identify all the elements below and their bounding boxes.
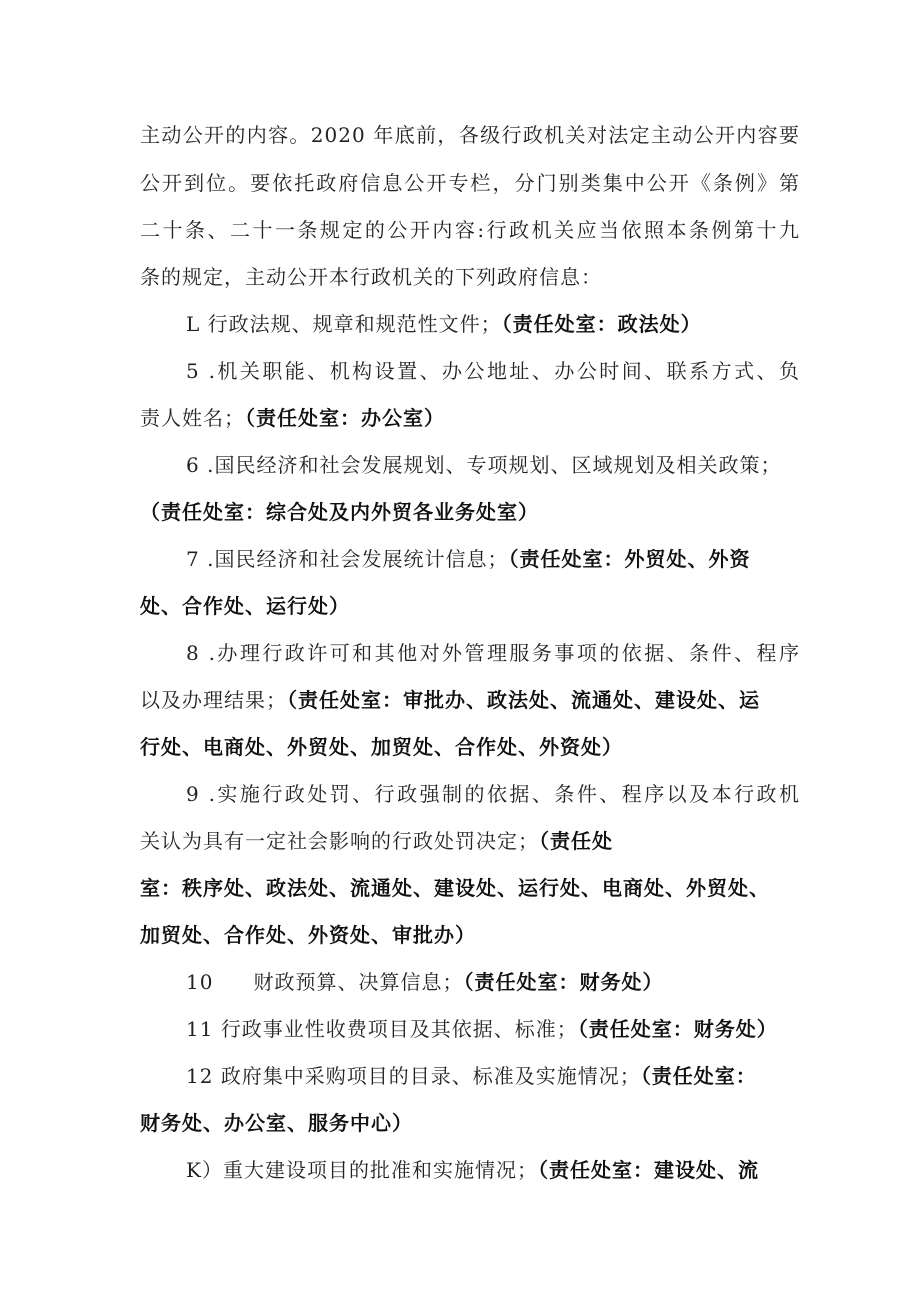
item-9-line-1	[186, 774, 800, 814]
item-number: 11	[186, 1017, 214, 1041]
responsible-office: （责任处室：建设处、流	[537, 1158, 759, 1182]
item-number: 7	[186, 547, 200, 571]
intro-text-3: 二十条、二十一条规定的公开内容:行政机关应当依照本条例第十九	[140, 218, 800, 242]
item-9-line-3	[140, 868, 800, 908]
item-text: 以及办理结果；	[140, 688, 287, 712]
item-7-line-1	[186, 539, 800, 579]
intro-line-3	[140, 210, 800, 250]
item-5-line-1	[186, 351, 800, 391]
item-10	[186, 962, 800, 1002]
item-1	[186, 304, 800, 344]
item-text: .机关职能、机构设置、办公地址、办公时间、联系方式、负	[208, 359, 801, 383]
item-text: 行政事业性收费项目及其依据、标准；	[220, 1017, 578, 1041]
item-number: 9	[186, 782, 200, 806]
responsible-office: （责任处室：综合处及内外贸各业务处室）	[140, 500, 539, 524]
responsible-office: （责任处室：审批办、政法处、流通处、建设处、运	[287, 688, 760, 712]
responsible-office-cont: 室：秩序处、政法处、流通处、建设处、运行处、电商处、外贸处、	[140, 876, 770, 900]
item-text: 财政预算、决算信息；	[253, 970, 464, 994]
intro-text-1: 主动公开的内容。2020 年底前，各级行政机关对法定主动公开内容要	[140, 123, 800, 147]
responsible-office-cont: 行处、电商处、外贸处、加贸处、合作处、外资处）	[140, 735, 623, 759]
item-text: 重大建设项目的批准和实施情况；	[222, 1158, 538, 1182]
item-8-line-1	[186, 633, 800, 673]
responsible-office-cont: 加贸处、合作处、外资处、审批办）	[140, 923, 476, 947]
item-6-line-1	[186, 445, 800, 485]
responsible-office: （责任处	[539, 829, 613, 853]
item-number: 8	[186, 641, 200, 665]
item-8-line-3	[140, 727, 800, 767]
responsible-office: （责任处室：财务处）	[463, 970, 664, 994]
item-5-line-2	[140, 398, 800, 438]
intro-line-2	[140, 163, 800, 203]
intro-text-4: 条的规定，主动公开本行政机关的下列政府信息：	[140, 265, 602, 289]
item-number: K）	[186, 1158, 223, 1182]
item-12-line-2	[140, 1103, 800, 1143]
item-6-line-2	[140, 492, 800, 532]
responsible-office: （责任处室：财务处）	[577, 1017, 778, 1041]
responsible-office-cont: 财务处、办公室、服务中心）	[140, 1111, 413, 1135]
item-k	[186, 1150, 800, 1190]
responsible-office: （责任处室：办公室）	[245, 406, 445, 430]
item-number: 10	[186, 970, 214, 994]
intro-line-4	[140, 257, 800, 297]
responsible-office: （责任处室：政法处）	[501, 312, 702, 336]
item-text: .国民经济和社会发展统计信息；	[207, 547, 509, 571]
item-text: .实施行政处罚、行政强制的依据、条件、程序以及本行政机	[208, 782, 801, 806]
item-number: 12	[186, 1064, 214, 1088]
item-text: .国民经济和社会发展规划、专项规划、区域规划及相关政策；	[207, 453, 782, 477]
item-text: .办理行政许可和其他对外管理服务事项的依据、条件、程序	[208, 641, 801, 665]
responsible-office-cont: 处、合作处、运行处）	[140, 594, 350, 618]
responsible-office: （责任处室：外贸处、外资	[508, 547, 751, 571]
intro-text-2: 公开到位。要依托政府信息公开专栏，分门别类集中公开《条例》第	[140, 171, 800, 195]
responsible-office: （责任处室：	[640, 1064, 757, 1088]
item-11	[186, 1009, 800, 1049]
item-9-line-4	[140, 915, 800, 955]
item-text: 政府集中采购项目的目录、标准及实施情况；	[220, 1064, 641, 1088]
item-number: 6	[186, 453, 200, 477]
item-text: 责人姓名；	[140, 406, 245, 430]
item-number: L	[186, 312, 201, 336]
item-8-line-2	[140, 680, 800, 720]
item-12-line-1	[186, 1056, 800, 1096]
item-text: 关认为具有一定社会影响的行政处罚决定；	[140, 829, 539, 853]
item-9-line-2	[140, 821, 800, 861]
item-7-line-2	[140, 586, 800, 626]
intro-line-1	[140, 115, 800, 155]
item-number: 5	[186, 359, 200, 383]
item-text: 行政法规、规章和规范性文件；	[207, 312, 502, 336]
